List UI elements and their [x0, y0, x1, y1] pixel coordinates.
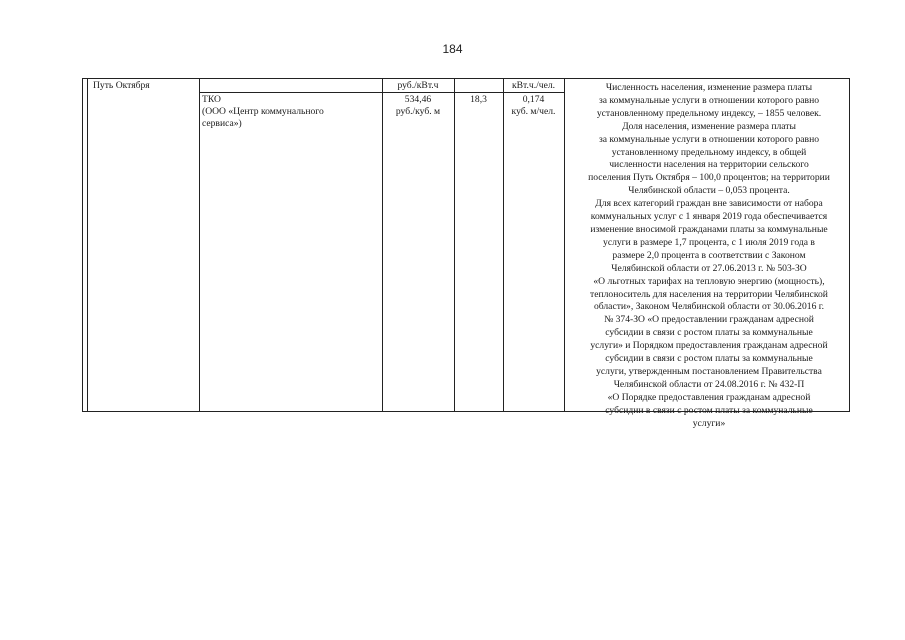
- norm-value: 0,174: [522, 94, 545, 105]
- page-number: 184: [442, 42, 463, 56]
- notes-line: услуги» и Порядком предоставления гражданам адресной: [590, 340, 828, 352]
- notes-line: области», Законом Челябинской области от 30.06.2016 г.: [593, 301, 825, 313]
- notes-line: Челябинской области от 24.08.2016 г. № 432-П: [613, 378, 805, 390]
- norm-unit: куб. м/чел.: [511, 106, 556, 117]
- notes-line: услуги, утвержденным постановлением Правительства: [596, 365, 822, 377]
- column-divider: [503, 79, 504, 411]
- notes-line: изменение вносимой гражданами платы за коммунальные: [590, 223, 828, 235]
- tariff-unit-header: руб./кВт.ч: [397, 80, 439, 91]
- notes-line: численности населения на территории сельского: [609, 159, 809, 171]
- notes-line: за коммунальные услуги в отношении которого равно: [598, 94, 820, 106]
- column-divider: [382, 79, 383, 411]
- notes-line: установленному предельному индексу, в общей: [611, 146, 807, 158]
- notes-line: Челябинской области от 27.06.2013 г. № 503-ЗО: [611, 262, 807, 274]
- notes-line: теплоноситель для населения на территории Челябинской: [590, 288, 828, 300]
- notes-line: № 374-ЗО «О предоставлении гражданам адресной: [604, 314, 814, 326]
- row-divider: [199, 92, 564, 93]
- column-divider: [87, 79, 88, 411]
- service-provider-line1: (ООО «Центр коммунального: [202, 106, 324, 117]
- notes-line: Для всех категорий граждан вне зависимости от набора: [595, 198, 823, 210]
- notes-line: услуги в размере 1,7 процента, с 1 июля 2019 года в: [603, 236, 815, 248]
- notes-line: субсидии в связи с ростом платы за коммунальные: [605, 404, 813, 416]
- notes-line: субсидии в связи с ростом платы за коммунальные: [605, 327, 813, 339]
- notes-line: поселения Путь Октября – 100,0 процентов; на территории: [588, 172, 830, 184]
- notes-line: установленному предельному индексу, – 1855 человек.: [596, 107, 822, 119]
- service-name: ТКО: [202, 94, 221, 105]
- tariff-value: 534,46: [404, 94, 432, 105]
- notes-line: «О Порядке предоставления гражданам адресной: [607, 391, 811, 403]
- notes-line: «О льготных тарифах на тепловую энергию (мощность),: [593, 275, 825, 287]
- growth-value: 18,3: [470, 94, 487, 105]
- settlement-name: Путь Октября: [93, 80, 150, 91]
- notes-line: Доля населения, изменение размера платы: [622, 120, 796, 132]
- service-provider-line2: сервиса»): [202, 118, 242, 129]
- notes-line: субсидии в связи с ростом платы за коммунальные: [605, 353, 813, 365]
- notes-line: размере 2,0 процента в соответствии с Законом: [612, 249, 806, 261]
- column-divider: [564, 79, 565, 411]
- notes-line: услуги»: [692, 417, 726, 429]
- tariff-unit: руб./куб. м: [395, 106, 441, 117]
- notes-line: Челябинской области – 0,053 процента.: [628, 185, 790, 197]
- column-divider: [454, 79, 455, 411]
- notes-text: [569, 82, 849, 430]
- notes-line: за коммунальные услуги в отношении которого равно: [598, 133, 820, 145]
- norm-cell: [503, 94, 564, 118]
- notes-line: Численность населения, изменение размера платы: [605, 82, 813, 93]
- service-block: [202, 94, 324, 130]
- norm-unit-header: кВт.ч./чел.: [511, 80, 556, 91]
- tariff-cell: [382, 94, 454, 118]
- tariff-table: [82, 78, 850, 429]
- notes-line: коммунальных услуг с 1 января 2019 года обеспечивается: [590, 211, 828, 223]
- column-divider: [199, 79, 200, 411]
